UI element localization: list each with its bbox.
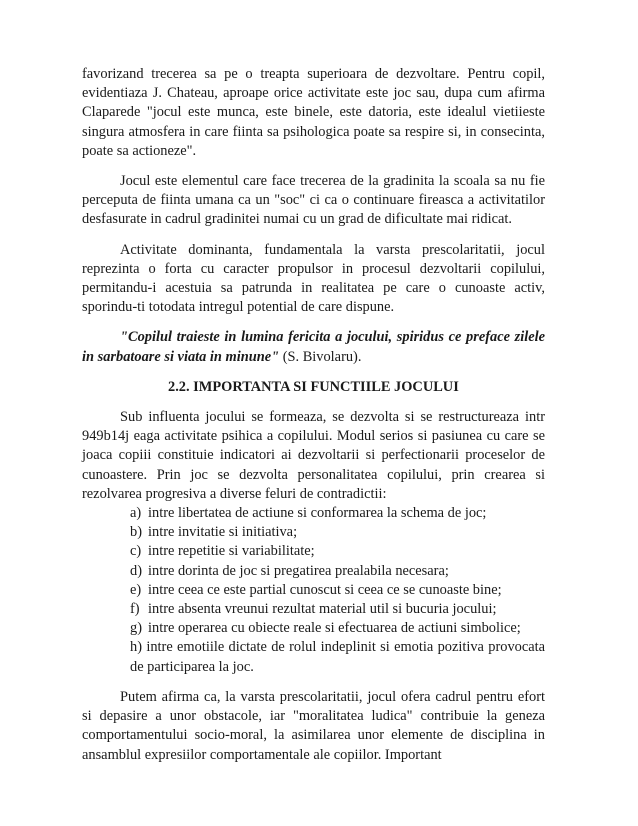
paragraph-2: Jocul este elementul care face trecerea de la gradinita la scoala sa nu fie perceputa de fiinta umana ca un "soc" ci ca o continuare fireasca a activitatilor desfasurate in cadrul gradinitei numai cu un grad de dificultate mai ridicat. bbox=[82, 173, 545, 228]
document-body bbox=[82, 65, 545, 776]
paragraph-4: Sub influenta jocului se formeaza, se dezvolta si se restructureaza intr 949b14j eaga activitate psihica a copilului. Modul serios si pasiunea cu care se joaca copiii constituie indicatori ai dezvoltarii si perfectionarii proceselor de cunoastere. Prin joc se dezvolta personalitatea copilului, prin crearea si rezolvarea progresiva a diverse feluri de contradictii: bbox=[82, 409, 545, 502]
list-item: f) intre absenta vreunui rezultat material util si bucuria jocului; bbox=[130, 601, 497, 618]
paragraph-3: Activitate dominanta, fundamentala la varsta prescolaritatii, jocul reprezinta o forta cu caracter propulsor in procesul dezvoltarii copilului, permitandu-i acestuia sa patrunda in realitatea pe care o cunoaste activ, sporindu-ti totodata intregul potential de care dispune. bbox=[82, 241, 545, 316]
list-item: h) intre emotiile dictate de rolul indeplinit si emotia pozitiva provocata de participarea la joc. bbox=[130, 639, 545, 675]
quote-author: (S. Bivolaru). bbox=[279, 348, 362, 365]
section-heading: 2.2. IMPORTANTA SI FUNCTIILE JOCULUI bbox=[168, 378, 459, 395]
list-item: a) intre libertatea de actiune si conformarea la schema de joc; bbox=[130, 505, 487, 522]
paragraph-1: favorizand trecerea sa pe o treapta superioara de dezvoltare. Pentru copil, evidentiaza J. Chateau, aproape orice activitate este joc sau, dupa cum afirma Claparede "jocul este munca, este binele, este datoria, este idealul vietiieste singura atmosfera in care fiinta sa psihologica poate sa respire si, in consecinta, poate sa actioneze". bbox=[82, 66, 545, 159]
list-item: d) intre dorinta de joc si pregatirea prealabila necesara; bbox=[130, 562, 449, 579]
list-item: b) intre invitatie si initiativa; bbox=[130, 524, 298, 541]
list-item: c) intre repetitie si variabilitate; bbox=[130, 543, 315, 560]
list-item: e) intre ceea ce este partial cunoscut si ceea ce se cunoaste bine; bbox=[130, 581, 502, 598]
paragraph-5: Putem afirma ca, la varsta prescolaritatii, jocul ofera cadrul pentru efort si depasire a unor obstacole, iar "moralitatea ludica" contribuie la geneza comportamentului socio-moral, la asimilarea unor elemente de disciplina in ansamblul expresiilor comportamentale ale copiilor. Important bbox=[82, 688, 545, 763]
list-item: g) intre operarea cu obiecte reale si efectuarea de actiuni simbolice; bbox=[130, 620, 521, 637]
quote-text: "Copilul traieste in lumina fericita a jocului, spiridus ce preface zilele in sarbatoare si viata in minune" bbox=[82, 329, 545, 365]
contradictions-list bbox=[82, 504, 545, 677]
quote-paragraph bbox=[82, 328, 545, 366]
